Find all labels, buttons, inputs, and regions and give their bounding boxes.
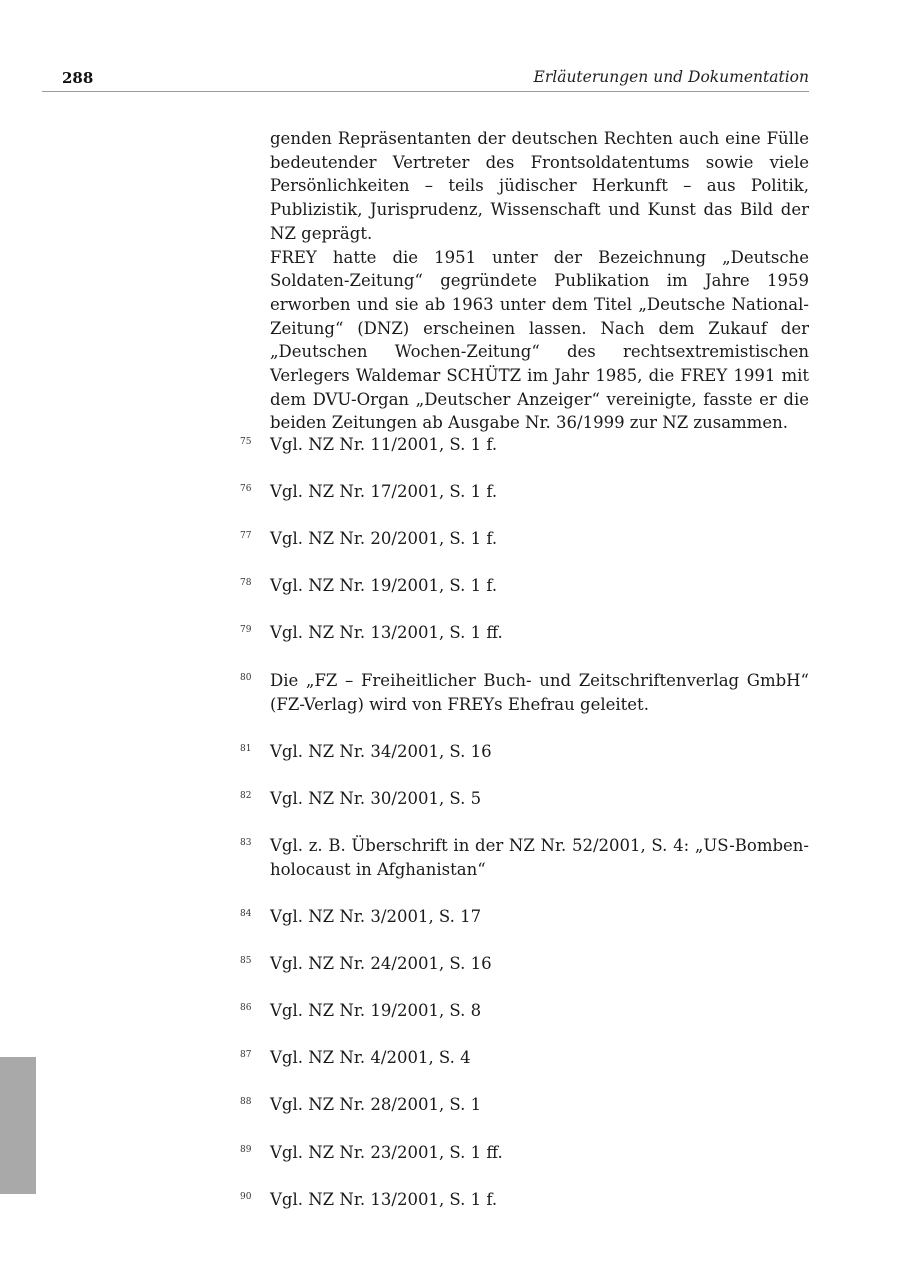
footnote-number: 89: [240, 1145, 252, 1155]
footnote-number: 90: [240, 1192, 252, 1202]
thumb-index-tab: [0, 1057, 36, 1194]
footnote-text: Vgl. NZ Nr. 34/2001, S. 16: [270, 742, 492, 761]
footnote-text: Vgl. NZ Nr. 13/2001, S. 1 f.: [270, 1190, 498, 1209]
footnote-text: Vgl. NZ Nr. 13/2001, S. 1 ff.: [270, 623, 503, 642]
footnote-text: Vgl. NZ Nr. 30/2001, S. 5: [270, 789, 482, 808]
footnote-number: 82: [240, 791, 252, 801]
continued-paragraph: FREY hatte die 1951 unter der Bezeichnung „Deutsche Soldaten-Zeitung“ gegründete Publikation im Jahre 1959 erworben und sie ab 1963 unter dem Titel „Deutsche National-Zeitung“ (DNZ) erscheinen lassen. Nach dem Zukauf der „Deutschen Wochen-Zeitung“ des rechtsextremistischen Verlegers Waldemar SCHÜTZ im Jahr 1985, die FREY 1991 mit dem DVU-Organ „Deutscher Anzeiger“ vereinigte, fasste er die beiden Zeitungen ab Ausgabe Nr. 36/1999 zur NZ zusammen.: [270, 247, 809, 433]
continued-paragraph: genden Repräsentanten der deutschen Rechten auch eine Fülle bedeutender Vertreter des Frontsoldatentums sowie viele Persönlichkeiten – teils jüdischer Herkunft – aus Politik, Publizistik, Jurisprudenz, Wissenschaft und Kunst das Bild der NZ geprägt.: [270, 129, 809, 243]
footnote-text: Vgl. NZ Nr. 4/2001, S. 4: [270, 1048, 471, 1067]
footnote-text: Vgl. NZ Nr. 23/2001, S. 1 ff.: [270, 1143, 503, 1162]
footnote-text: Vgl. NZ Nr. 3/2001, S. 17: [270, 907, 482, 926]
footnote-number: 87: [240, 1050, 252, 1060]
footnote-number: 76: [240, 484, 252, 494]
footnote-number: 75: [240, 437, 252, 447]
footnote-number: 85: [240, 956, 252, 966]
footnote-text: Vgl. NZ Nr. 24/2001, S. 16: [270, 954, 492, 973]
footnote-number: 81: [240, 744, 252, 754]
page-number: 288: [62, 69, 94, 87]
continued-footnote: [270, 127, 809, 435]
footnote-number: 88: [240, 1097, 252, 1107]
footnote-text: Vgl. NZ Nr. 28/2001, S. 1: [270, 1095, 482, 1114]
footnote-number: 78: [240, 578, 252, 588]
footnote-text: Vgl. NZ Nr. 19/2001, S. 8: [270, 1001, 482, 1020]
footnote-number: 83: [240, 838, 252, 848]
footnote-number: 80: [240, 673, 252, 683]
footnote-number: 77: [240, 531, 252, 541]
footnote-text: Vgl. NZ Nr. 17/2001, S. 1 f.: [270, 482, 498, 501]
footnote-text: Vgl. NZ Nr. 20/2001, S. 1 f.: [270, 529, 498, 548]
footnote-number: 84: [240, 909, 252, 919]
footnote-number: 86: [240, 1003, 252, 1013]
footnote-number: 79: [240, 625, 252, 635]
footnote-text: Vgl. NZ Nr. 11/2001, S. 1 f.: [270, 435, 498, 454]
footnote-text: Vgl. NZ Nr. 19/2001, S. 1 f.: [270, 576, 498, 595]
footnote-text: Vgl. z. B. Überschrift in der NZ Nr. 52/2001, S. 4: „US-Bomben-holocaust in Afghanistan“: [270, 836, 809, 879]
footnote-text: Die „FZ – Freiheitlicher Buch- und Zeitschriftenverlag GmbH“ (FZ-Verlag) wird von FREYs Ehefrau geleitet.: [270, 671, 809, 714]
page-header: [42, 66, 809, 92]
running-title: Erläuterungen und Dokumentation: [533, 68, 809, 86]
